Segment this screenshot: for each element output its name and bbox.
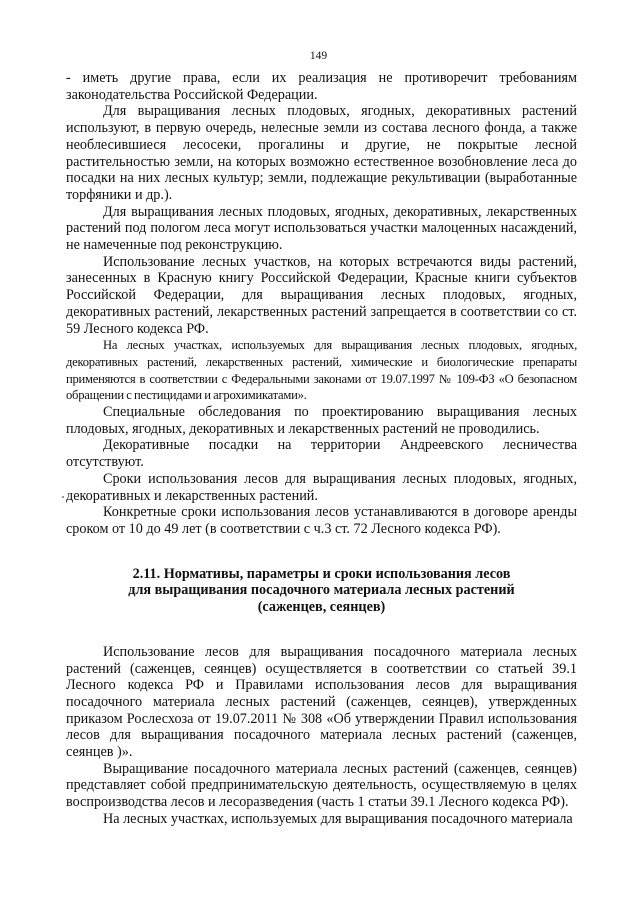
heading-line-1: 2.11. Нормативы, параметры и сроки использования лесов (132, 565, 511, 582)
paragraph-pesticides: На лесных участках, используемых для выращивания лесных плодовых, ягодных, декоративных растений, лекарственных растений, химические и биологические препараты применяются в соответствии с Федеральными законами от 19.07.1997 № 109-ФЗ «О безопасном обращении с пестицидами и агрохимикатами». (66, 338, 577, 403)
heading-line-3: (саженцев, сеянцев) (257, 599, 386, 616)
scan-speck (62, 496, 64, 498)
paragraph-decorative: Декоративные посадки на территории Андреевского лесничества отсутствуют. (66, 437, 577, 471)
document-body (66, 70, 577, 828)
paragraph-red-book: Использование лесных участков, на которых встречаются виды растений, занесенных в Красную книгу Российской Федерации, Красные книги субъектов Российской Федерации, для выращивания лесных плодовых, ягодных, декоративных растений, лекарственных растений запрещается в соответствии со ст. 59 Лесного кодекса РФ. (66, 253, 577, 337)
paragraph-business: Выращивание посадочного материала лесных растений (саженцев, сеянцев) представляет собой предпринимательскую деятельность, осуществляемую в целях воспроизводства лесов и лесоразведения (часть 1 статьи 39.1 Лесного кодекса РФ). (66, 760, 577, 811)
paragraph-terms: Сроки использования лесов для выращивания лесных плодовых, ягодных, декоративных и лекарственных растений. (66, 470, 577, 504)
paragraph-rights: - иметь другие права, если их реализация не противоречит требованиям законодательства Российской Федерации. (66, 70, 577, 103)
page-number: 149 (309, 50, 328, 62)
heading-line-2: для выращивания посадочного материала лесных растений (128, 582, 515, 599)
paragraph-planting-use: Использование лесов для выращивания посадочного материала лесных растений (саженцев, сеянцев) осуществляется в соответствии со статьей 39.1 Лесного кодекса РФ и Правилами использования лесов для выращивания посадочного материала лесных растений (саженцев, сеянцев), утвержденных приказом Рослесхоза от 19.07.2011 № 308 «Об утверждении Правил использования лесов для выращивания посадочного материала лесных растений (саженцев, сеянцев )». (66, 643, 577, 761)
paragraph-lands: Для выращивания лесных плодовых, ягодных, декоративных растений используют, в первую очередь, нелесные земли из состава лесного фонда, а также необлесившиеся лесосеки, прогалины и другие, не покрытые лесной растительностью земли, на которых возможно естественное возобновление леса до посадки на них лесных культур; земли, подлежащие рекультивации (выработанные торфяники и др.). (66, 103, 577, 203)
paragraph-surveys: Специальные обследования по проектированию выращивания лесных плодовых, ягодных, декоративных и лекарственных растений не проводились. (66, 404, 577, 437)
section-2-11-body (66, 644, 577, 828)
section-2-10-tail (66, 70, 577, 538)
paragraph-canopy: Для выращивания лесных плодовых, ягодных, декоративных, лекарственных растений под пологом леса могут использоваться участки малоценных насаждений, не намеченные под реконструкцию. (66, 203, 577, 254)
paragraph-lease: Конкретные сроки использования лесов устанавливаются в договоре аренды сроком от 10 до 49 лет (в соответствии с ч.3 ст. 72 Лесного кодекса РФ). (66, 504, 577, 537)
paragraph-plots: На лесных участках, используемых для выращивания посадочного материала (103, 810, 573, 827)
section-heading-2-11 (66, 566, 577, 616)
